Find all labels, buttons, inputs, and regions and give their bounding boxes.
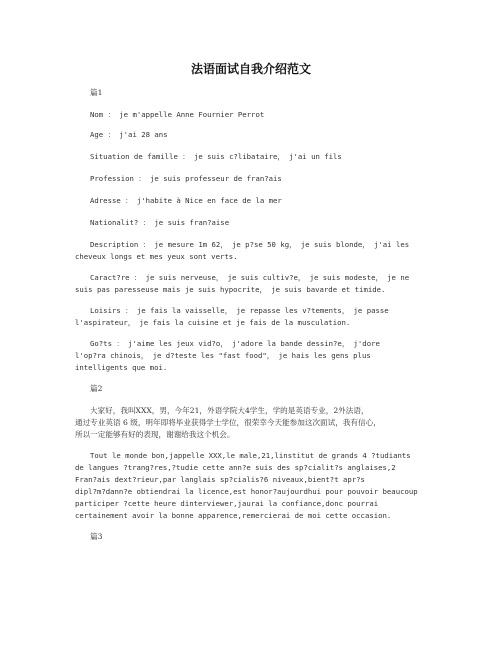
family-line: Situation de famille ： je suis c?libataire， j'ai un fils (90, 152, 342, 161)
french-paragraph-line-5: participer ?cette heure dinterviewer,jaurai la confiance,donc pourrai (75, 499, 379, 508)
section-heading-3: 篇3 (90, 532, 103, 541)
section-heading-1: 篇1 (90, 88, 103, 97)
section-heading-2: 篇2 (90, 384, 103, 393)
document-title: 法语面试自我介绍范文 (190, 62, 311, 76)
tastes-line-2: l'op?ra chinois， je d?teste les "fast food"， je hais les gens plus (75, 351, 371, 360)
french-paragraph-line-4: dipl?m?dann?e obtiendrai la licence,est honor?aujourdhui pour pouvoir beaucoup (75, 487, 418, 496)
nationality-line: Nationalit? ： je suis fran?aise (90, 218, 230, 227)
french-paragraph-line-2: de langues ?trang?res,?tudie cette ann?e suis des sp?cialit?s anglaises,2 (75, 463, 396, 472)
profession-line: Profession ： je suis professeur de fran?ais (90, 174, 282, 183)
address-line: Adresse ： j'habite à Nice en face de la mer (90, 196, 282, 205)
character-line-2: suis pas paresseuse mais je suis hypocrite， je suis bavarde et timide. (75, 285, 386, 294)
french-paragraph-line-3: Fran?ais dext?rieur,par langlais sp?cialis?6 niveaux,bient?t apr?s (75, 475, 365, 484)
description-line-2: cheveux longs et mes yeux sont verts. (75, 252, 238, 261)
chinese-paragraph-line-2: 通过专业英语 6 级，明年即将毕业获得学士学位，很荣幸今天能参加这次面试，我有信心， (75, 418, 381, 427)
character-line-1: Caract?re ： je suis nerveuse， je suis cultiv?e， je suis modeste， je ne (90, 273, 410, 282)
leisure-line-1: Loisirs ： je fais la vaisselle， je repasse les v?tements， je passe (90, 306, 389, 315)
tastes-line-1: Go?ts ： j'aime les jeux vid?o， j'adore la bande dessin?e， j'dore (90, 339, 380, 348)
chinese-paragraph-line-3: 所以一定能够有好的表现，谢谢给我这个机会。 (75, 430, 235, 439)
leisure-line-2: l'aspirateur， je fais la cuisine et je fais de la musculation. (75, 318, 351, 327)
chinese-paragraph-line-1: 大家好，我叫XXX，男，今年21，外语学院大4学生，学的是英语专业，2外法语， (90, 406, 369, 415)
age-line: Age ： j'ai 28 ans (90, 130, 168, 139)
tastes-line-3: intelligents que moi. (75, 363, 168, 372)
name-line: Nom ： je m'appelle Anne Fournier Perrot (90, 110, 265, 119)
french-paragraph-line-6: certainement avoir la bonne apparence,remercierai de moi cette occasion. (75, 511, 392, 520)
french-paragraph-line-1: Tout le monde bon,jappelle XXX,le male,21,linstitut de grands 4 ?tudiants (90, 451, 411, 460)
description-line-1: Description ： je mesure 1m 62， je p?se 50 kg， je suis blonde， j'ai les (90, 240, 410, 249)
